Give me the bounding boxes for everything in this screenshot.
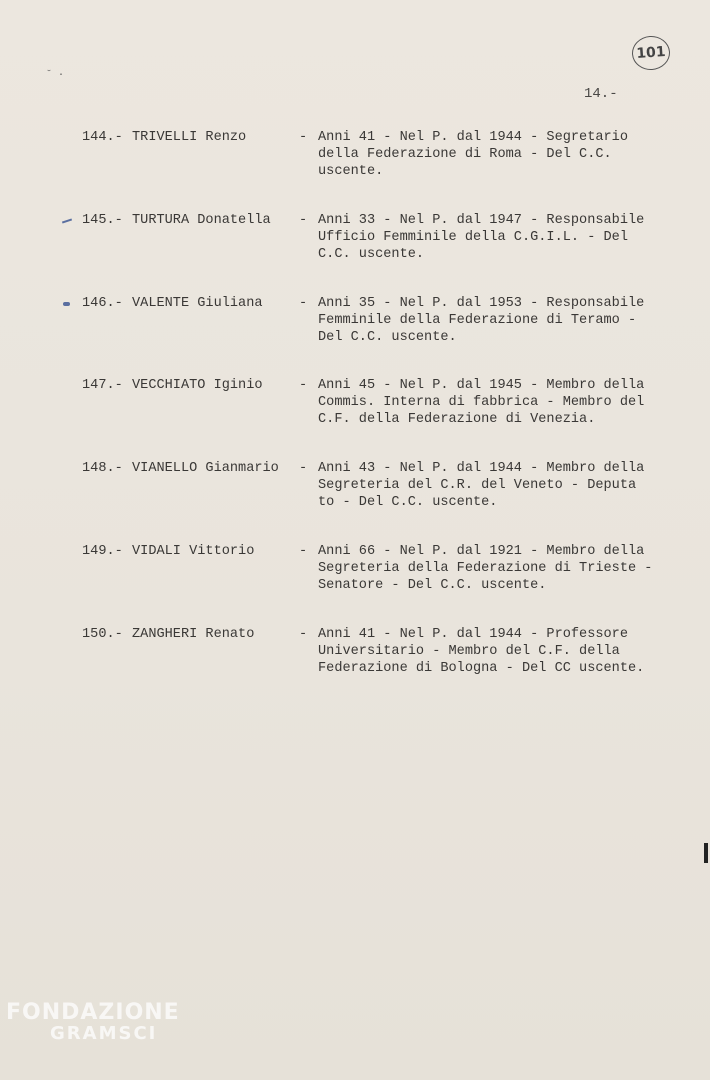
- entry-description: Anni 45 - Nel P. dal 1945 - Membro della Commis. Interna di fabbrica - Membro del C.F. della Federazione di Venezia.: [318, 378, 645, 427]
- entry-name: TURTURA Donatella: [132, 213, 271, 228]
- entry-number: 147.-: [82, 378, 123, 393]
- pen-tick-mark: [62, 219, 72, 224]
- page-number: 14.-: [584, 86, 618, 102]
- entry-name: VALENTE Giuliana: [132, 296, 263, 311]
- entry-name: TRIVELLI Renzo: [132, 130, 247, 145]
- entry-description: Anni 41 - Nel P. dal 1944 - Professore Universitario - Membro del C.F. della Federazione di Bologna - Del CC uscente.: [318, 627, 645, 676]
- entry-dash: -: [299, 544, 308, 559]
- entry-dash: -: [299, 213, 308, 228]
- archive-watermark: [6, 1000, 180, 1044]
- entry-dash: -: [299, 296, 308, 311]
- entry-number: 146.-: [82, 296, 123, 311]
- entry-description: Anni 41 - Nel P. dal 1944 - Segretario della Federazione di Roma - Del C.C. uscente.: [318, 130, 628, 179]
- archive-page-stamp: [631, 35, 671, 72]
- entry-name: VECCHIATO Iginio: [132, 378, 263, 393]
- entry-name: VIDALI Vittorio: [132, 544, 255, 559]
- stamp-number: 101: [635, 44, 667, 63]
- pen-tick-mark: [63, 302, 70, 306]
- scan-edge-mark: [704, 843, 708, 863]
- entry-description: Anni 33 - Nel P. dal 1947 - Responsabile Ufficio Femminile della C.G.I.L. - Del C.C. uscente.: [318, 213, 645, 262]
- entry-number: 144.-: [82, 130, 123, 145]
- entry-number: 150.-: [82, 627, 123, 642]
- entry-description: Anni 66 - Nel P. dal 1921 - Membro della Segreteria della Federazione di Trieste - Senatore - Del C.C. uscente.: [318, 544, 653, 593]
- entry-name: VIANELLO Gianmario: [132, 461, 279, 476]
- entry-name: ZANGHERI Renato: [132, 627, 255, 642]
- entry-dash: -: [299, 378, 308, 393]
- entry-description: Anni 43 - Nel P. dal 1944 - Membro della Segreteria del C.R. del Veneto - Deputa to - Del C.C. uscente.: [318, 461, 645, 510]
- entry-number: 149.-: [82, 544, 123, 559]
- entry-number: 145.-: [82, 213, 123, 228]
- watermark-line-1: FONDAZIONE: [6, 1000, 180, 1025]
- watermark-line-2: GRAMSCI: [50, 1023, 158, 1044]
- entry-dash: -: [299, 130, 308, 145]
- entry-description: Anni 35 - Nel P. dal 1953 - Responsabile Femminile della Federazione di Teramo - Del C.C. uscente.: [318, 296, 645, 345]
- ink-specks: ˘ ·: [46, 70, 65, 81]
- entry-number: 148.-: [82, 461, 123, 476]
- entry-dash: -: [299, 627, 308, 642]
- entry-dash: -: [299, 461, 308, 476]
